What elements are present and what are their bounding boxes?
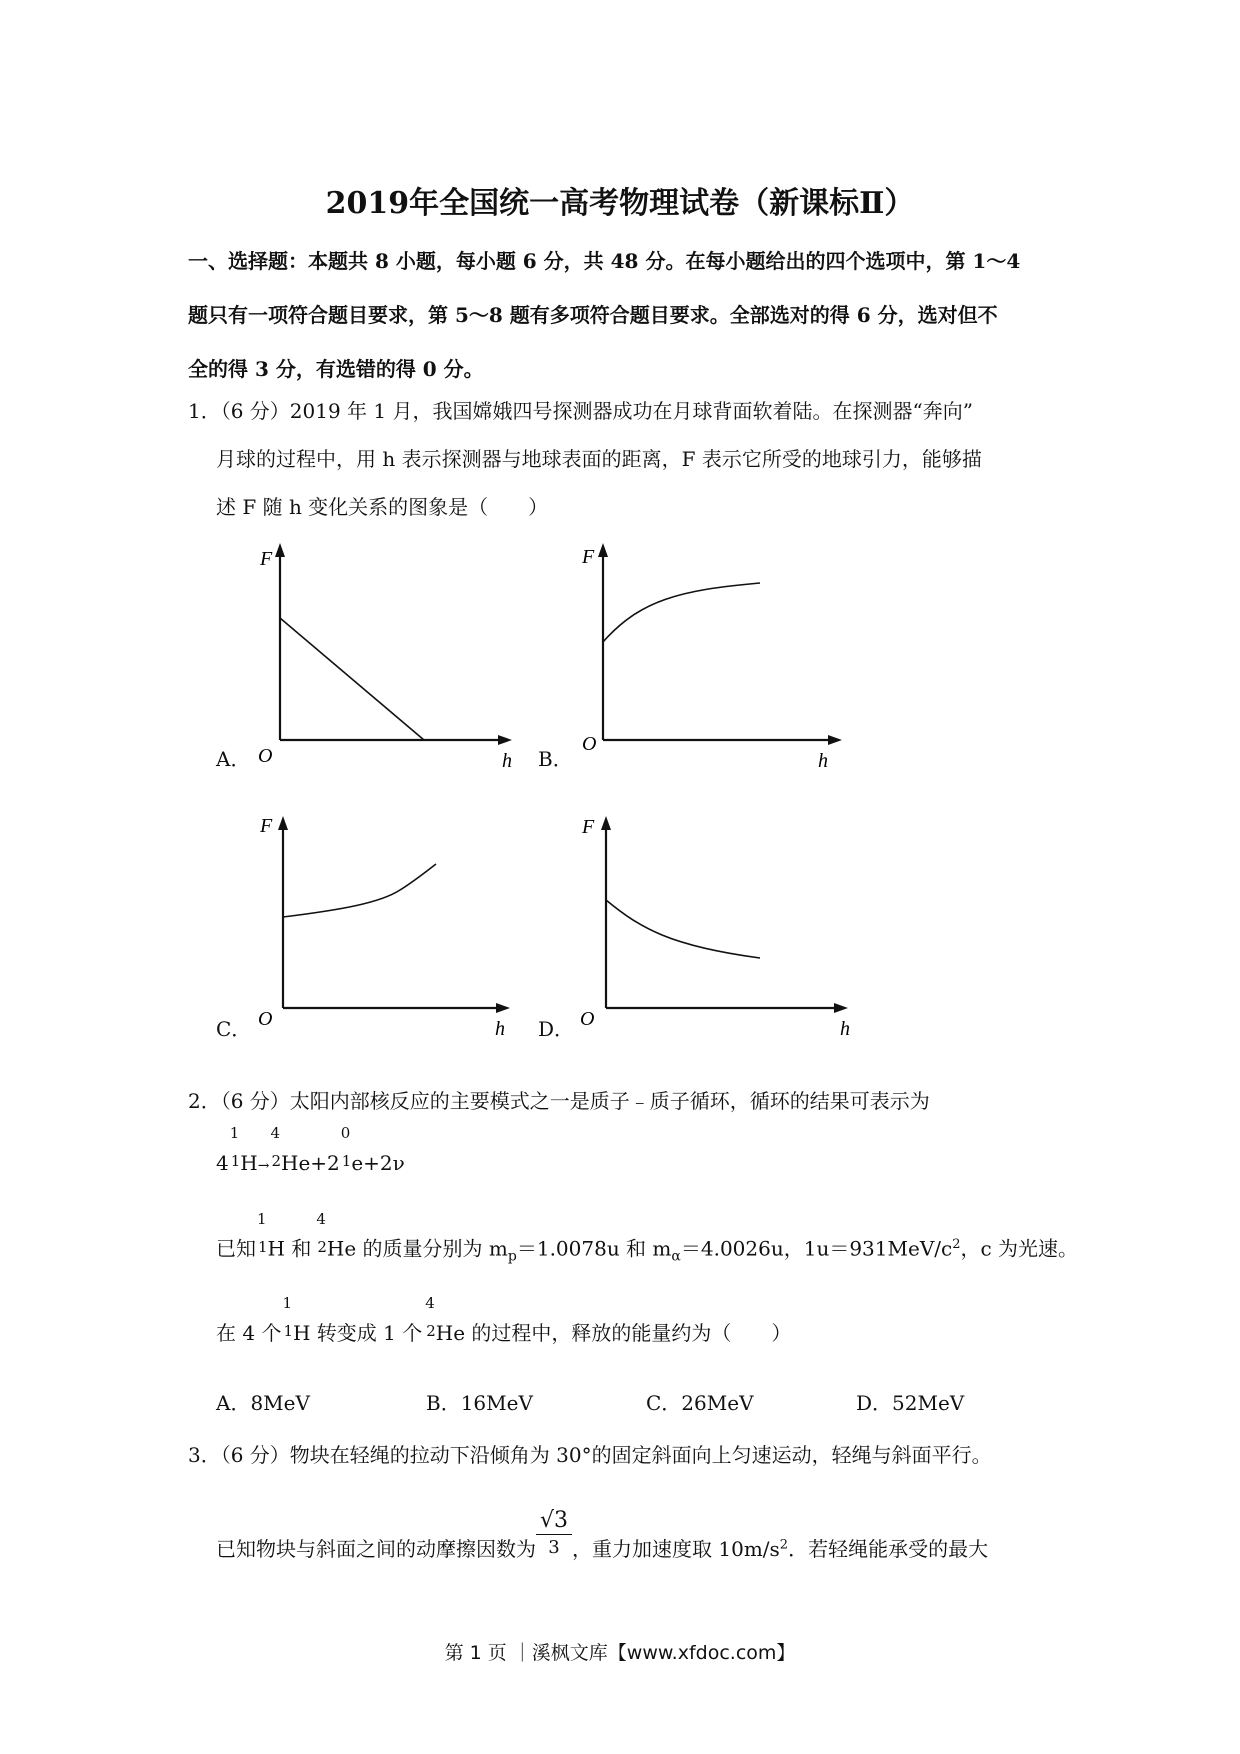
q1-line1: 1．（6 分）2019 年 1 月，我国嫦娥四号探测器成功在月球背面软着陆。在探测器“奔向” — [188, 399, 973, 423]
q3-line1: 3．（6 分）物块在轻绳的拉动下沿倾角为 30°的固定斜面向上匀速运动，轻绳与斜面平行。 — [188, 1443, 992, 1467]
graph-a-option: A． — [216, 747, 251, 771]
graph-b-x-label: h — [818, 750, 828, 770]
footer-site: 【www.xfdoc.com】 — [607, 1642, 796, 1664]
graph-b-y-label: F — [582, 546, 595, 568]
q1-line3: 述 F 随 h 变化关系的图象是（ ） — [216, 495, 549, 519]
graph-a-origin-label: O — [258, 745, 273, 767]
graph-d-y-label: F — [582, 816, 595, 838]
q2-option-d: D．52MeV — [856, 1391, 965, 1415]
graph-c-x-label: h — [495, 1018, 505, 1040]
graph-b — [570, 535, 860, 770]
q1-line2: 月球的过程中，用 h 表示探测器与地球表面的距离，F 表示它所受的地球引力，能够描 — [216, 447, 982, 471]
graph-a-curve — [280, 618, 424, 740]
graph-b-curve — [603, 583, 760, 642]
graph-c-y-label: F — [260, 815, 273, 837]
eq-coef: 4 — [216, 1151, 229, 1175]
graph-d-option: D． — [538, 1017, 575, 1041]
graph-a-y-label: F — [260, 548, 273, 570]
graph-d-curve — [606, 900, 760, 958]
q2-option-a: A．8MeV — [216, 1391, 310, 1415]
graph-a — [240, 535, 520, 770]
paper-title: 2019年全国统一高考物理试卷（新课标Ⅱ） — [325, 186, 915, 221]
graph-c — [240, 808, 520, 1043]
q2-option-c: C．26MeV — [646, 1391, 754, 1415]
graph-b-origin-label: O — [582, 733, 597, 755]
q2-option-b: B．16MeV — [426, 1391, 533, 1415]
graph-c-option: C． — [216, 1017, 252, 1041]
page-footer — [0, 1638, 1240, 1665]
graph-b-option: B． — [538, 747, 573, 771]
q2-line1: 2．（6 分）太阳内部核反应的主要模式之一是质子﹣质子循环，循环的结果可表示为 — [188, 1089, 930, 1113]
graph-d-x-label: h — [840, 1018, 850, 1040]
graph-c-origin-label: O — [258, 1008, 273, 1030]
eq-nuclide-he: 4 $^2$ — [270, 1124, 282, 1170]
graph-a-x-label: h — [502, 750, 512, 770]
eq-nuclide-h: 1 $^1$ — [229, 1124, 241, 1170]
graph-d-x-arrow — [834, 1003, 848, 1013]
graph-a-y-arrow — [275, 543, 285, 557]
eq-nuclide-e: 0 $^1$ — [340, 1124, 352, 1170]
q2-equation: 4 1 $^1$H→ 4 $^2$He+2 0 $^1$e+2ν — [216, 1124, 405, 1175]
graph-d — [570, 808, 870, 1043]
graph-b-y-arrow — [598, 543, 608, 557]
q2-known-line: 已知 1 $^1$H 和 4 $^2$He 的质量分别为 $m_p=1.0078u$ 和 $m_\alpha=4.0026u$，$1u=931MeV/c^2$，c 为光速。 — [216, 1209, 1079, 1265]
section-instructions-line1: 一、选择题：本题共 8 小题，每小题 6 分，共 48 分。在每小题给出的四个选项中，第 1～4 — [188, 249, 1021, 273]
graph-d-origin-label: O — [580, 1008, 595, 1030]
section-instructions-line2: 题只有一项符合题目要求，第 5～8 题有多项符合题目要求。全部选对的得 6 分，选对但不 — [188, 303, 998, 327]
q2-ask-line: 在 4 个 1 $^1$H 转变成 1 个 4 $^2$He 的过程中，释放的能量约为（ ） — [216, 1294, 792, 1345]
graph-b-x-arrow — [828, 735, 842, 745]
q3-fraction: $\frac{√3}{3}$ — [536, 1508, 572, 1561]
graph-c-curve — [283, 864, 436, 917]
q3-line2: 已知物块与斜面之间的动摩擦因数为 $\frac{√3}{3}$ ，重力加速度取 $10m/s^2$．若轻绳能承受的最大 — [216, 1508, 989, 1561]
graph-c-y-arrow — [278, 816, 288, 830]
graph-c-x-arrow — [496, 1003, 510, 1013]
graph-d-y-arrow — [601, 816, 611, 830]
section-instructions-line3: 全的得 3 分，有选错的得 0 分。 — [188, 357, 484, 381]
graph-a-x-arrow — [498, 735, 512, 745]
footer-page: 第 1 页 ｜溪枫文库 — [444, 1642, 608, 1664]
